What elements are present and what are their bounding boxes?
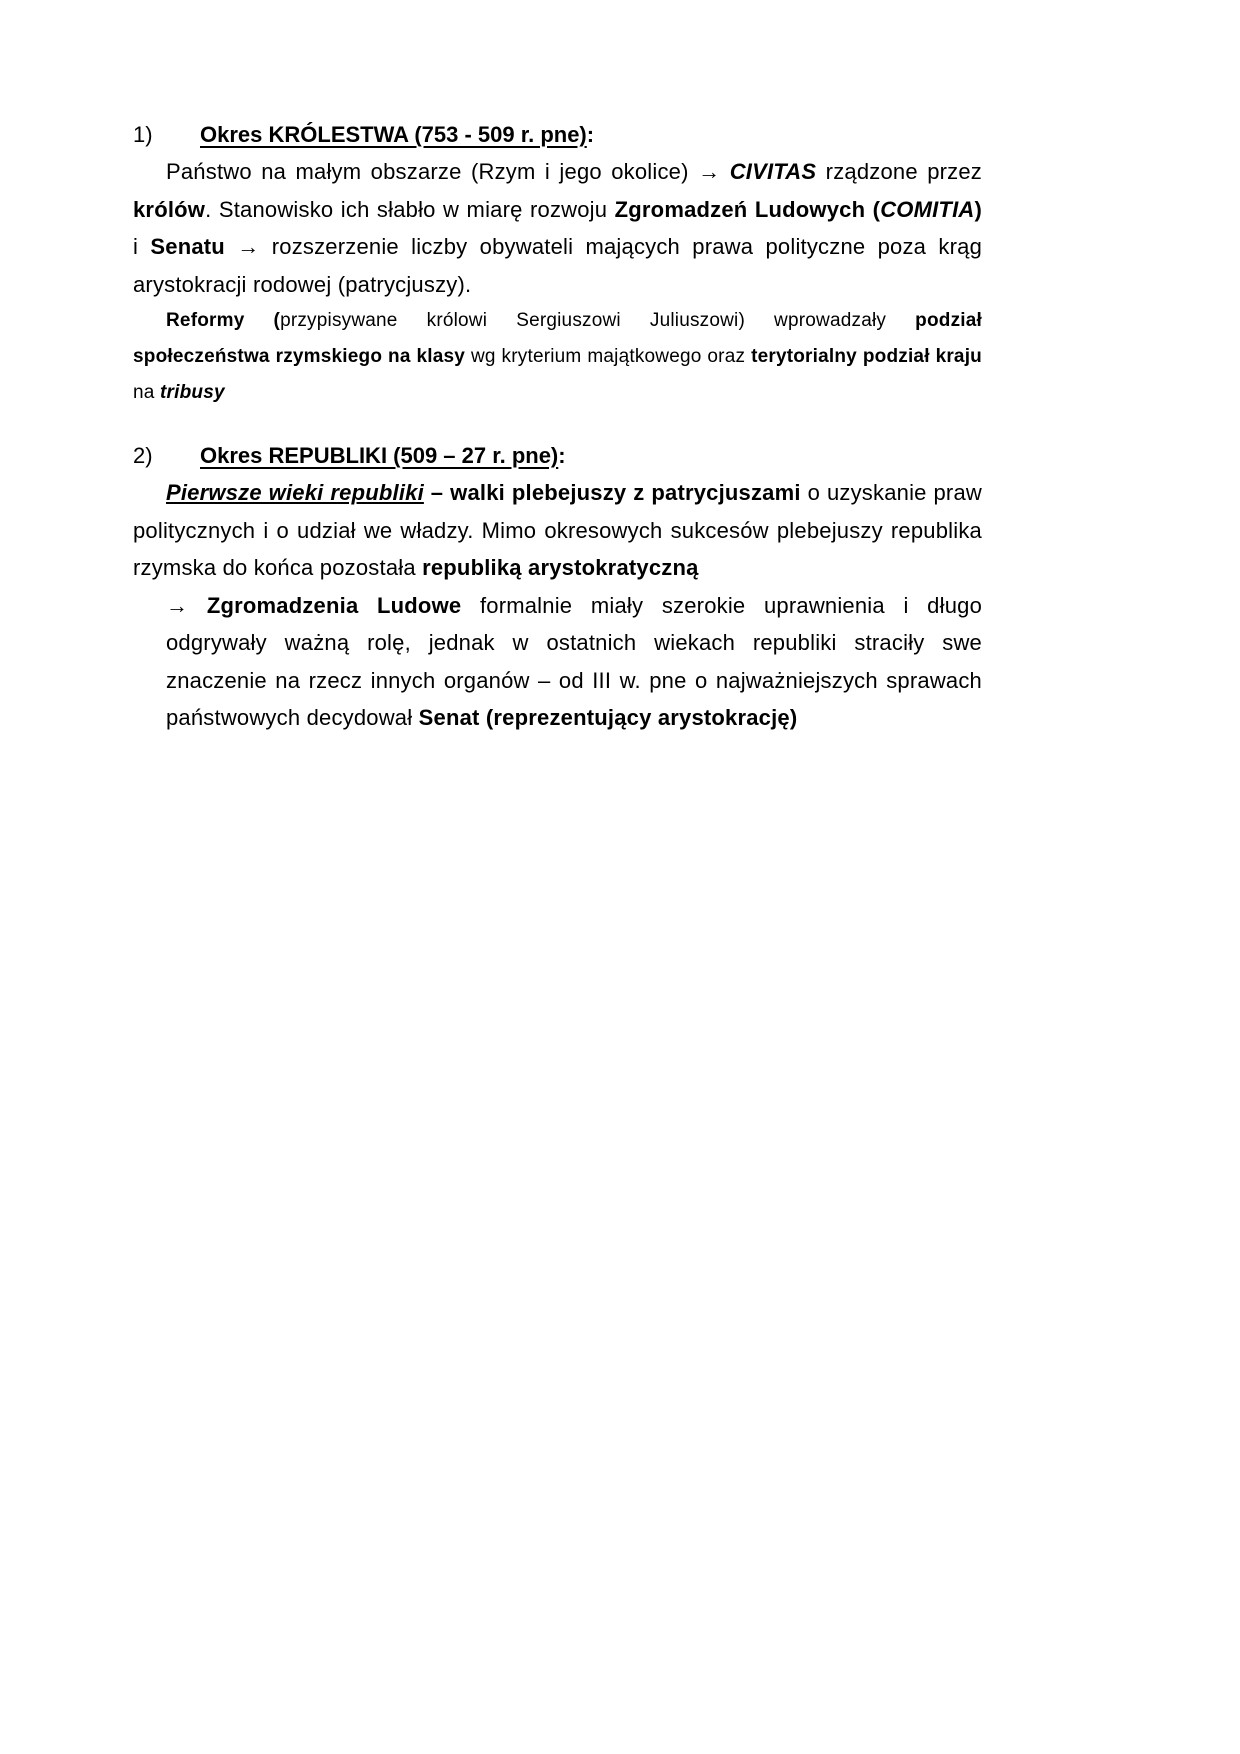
text-run: – walki plebejuszy z patrycjuszami <box>423 480 801 505</box>
text-run: CIVITAS <box>729 159 817 184</box>
paragraph-kingdom-main <box>133 153 982 303</box>
section-title-text: Okres REPUBLIKI (509 – 27 r. pne) <box>200 443 559 468</box>
text-run: Pierwsze wieki republiki <box>166 480 424 505</box>
section-number: 1) <box>133 122 153 147</box>
text-run: (reprezentujący arystokrację) <box>485 705 798 730</box>
text-run: wg kryterium majątkowego oraz <box>465 346 752 367</box>
text-run: i <box>133 234 151 259</box>
text-run: Reformy ( <box>166 310 281 331</box>
section-title <box>200 116 594 153</box>
text-run: rozszerzenie liczby obywateli mających prawa polityczne poza krąg arystokracji rodowej (patrycjuszy). <box>133 234 983 297</box>
section-republic <box>133 437 982 737</box>
text-run: Zgromadzenia Ludowe <box>206 592 462 618</box>
text-run <box>225 234 237 259</box>
text-run: ) <box>974 196 982 222</box>
text-run: → <box>237 234 260 259</box>
text-run: podział społeczeństwa rzymskiego na klasy <box>133 310 982 367</box>
text-run: → <box>166 592 207 618</box>
section-title-text: Okres KRÓLESTWA (753 - 509 r. pne) <box>200 122 587 147</box>
text-run: COMITIA <box>880 196 975 222</box>
section-title <box>200 437 566 474</box>
text-run: formalnie miały szerokie uprawnienia i długo odgrywały ważną rolę, jednak w ostatnich wiekach republiki straciły swe znaczenie na rzecz innych organów – od III w. pne o najważniejszych sprawach państwowych decydował <box>166 592 982 730</box>
section-title-colon: : <box>558 443 566 468</box>
text-run: królów <box>133 196 206 222</box>
paragraph-kingdom-reforms <box>133 303 982 411</box>
section-number: 2) <box>133 443 153 468</box>
text-run: Senatu <box>150 234 225 259</box>
text-run: tribusy <box>160 382 225 403</box>
text-run: → <box>698 159 730 184</box>
paragraph-republic-assemblies <box>133 587 982 737</box>
text-run: Państwo na małym obszarze (Rzym i jego okolice) <box>166 159 699 184</box>
text-run: rządzone przez <box>816 159 982 184</box>
paragraph-republic-main <box>133 474 982 587</box>
text-run: na <box>133 382 161 403</box>
section-heading <box>133 437 982 474</box>
text-run: o uzyskanie praw politycznych i o udział we władzy. Mimo okresowych sukcesów plebejuszy republika rzymska do końca pozostała <box>133 480 982 580</box>
text-run: republiką arystokratyczną <box>422 555 699 580</box>
text-run: terytorialny podział kraju <box>751 346 982 367</box>
section-heading <box>133 116 982 153</box>
text-run: Senat <box>418 705 480 730</box>
section-kingdom <box>133 116 982 411</box>
text-run: Zgromadzeń Ludowych ( <box>614 196 881 222</box>
section-title-colon: : <box>586 122 595 147</box>
text-run: . Stanowisko ich słabło w miarę rozwoju <box>205 196 615 222</box>
text-run: przypisywane królowi Sergiuszowi Juliuszowi) wprowadzały <box>280 310 916 331</box>
